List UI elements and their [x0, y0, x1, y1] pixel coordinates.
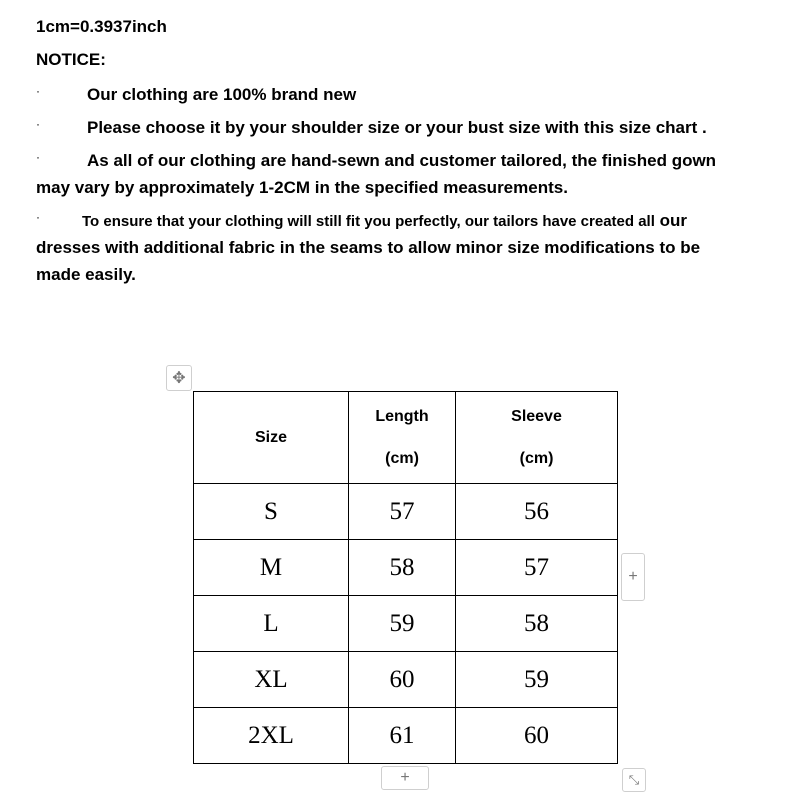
size-cell: L [194, 596, 349, 652]
table-row [194, 540, 618, 596]
notice-item [36, 114, 707, 141]
sleeve-cell: 59 [456, 652, 618, 708]
notice-item [36, 147, 716, 174]
notice-title: NOTICE: [36, 50, 106, 69]
notice-item [36, 81, 356, 108]
bullet-dot: · [36, 210, 40, 224]
header-sleeve [456, 392, 618, 484]
size-cell: XL [194, 652, 349, 708]
sleeve-cell: 60 [456, 708, 618, 764]
header-unit: (cm) [385, 449, 419, 467]
table-row [194, 652, 618, 708]
sleeve-cell: 56 [456, 484, 618, 540]
fit-note [36, 207, 687, 235]
header-label: Length [375, 407, 429, 425]
header-label: Size [254, 428, 287, 446]
bullet-dot: · [36, 84, 40, 98]
length-cell: 58 [349, 540, 456, 596]
sleeve-cell: 57 [456, 540, 618, 596]
table-resize-icon[interactable]: ⤡ [622, 768, 646, 792]
header-length [349, 392, 456, 484]
length-cell: 59 [349, 596, 456, 652]
fit-note-line3: made easily. [36, 265, 136, 284]
notice-text: Please choose it by your shoulder size or your bust size with this size chart . [87, 118, 707, 137]
table-move-icon[interactable]: ✥ [166, 365, 192, 391]
fit-note-line2: dresses with additional fabric in the seams to allow minor size modifications to be [36, 238, 701, 257]
bullet-dot: · [36, 117, 40, 131]
bullet-dot: · [36, 150, 40, 164]
size-cell: S [194, 484, 349, 540]
sleeve-cell: 58 [456, 596, 618, 652]
table-row [194, 708, 618, 764]
size-cell: M [194, 540, 349, 596]
length-cell: 60 [349, 652, 456, 708]
length-cell: 61 [349, 708, 456, 764]
header-label: Sleeve [511, 407, 562, 425]
table-row [194, 596, 618, 652]
notice-text: As all of our clothing are hand-sewn and customer tailored, the finished gown [87, 151, 717, 170]
conversion-note: 1cm=0.3937inch [36, 17, 167, 36]
header-size [194, 392, 349, 484]
fit-note-lead: To ensure that your clothing will still fit you perfectly, our tailors have created all [82, 213, 655, 230]
size-cell: 2XL [194, 708, 349, 764]
notice-text-continued: may vary by approximately 1-2CM in the specified measurements. [36, 178, 568, 197]
size-table [193, 391, 618, 764]
fit-note-line1-end: our [659, 211, 688, 230]
table-header-row [194, 392, 618, 484]
header-unit: (cm) [519, 449, 554, 467]
table-row [194, 484, 618, 540]
add-row-icon[interactable]: + [381, 766, 429, 790]
notice-text: Our clothing are 100% brand new [87, 85, 357, 104]
length-cell: 57 [349, 484, 456, 540]
add-column-icon[interactable]: + [621, 553, 645, 601]
